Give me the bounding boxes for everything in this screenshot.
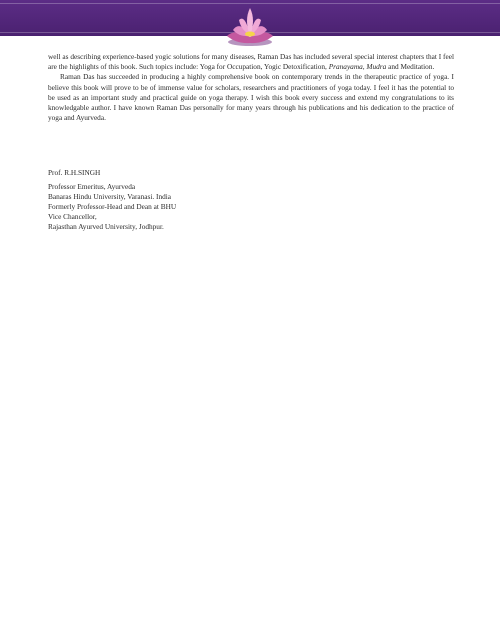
signatory-title-line: Formerly Professor-Head and Dean at BHU [48,202,177,211]
paragraph-1-italic: Pranayama, Mudra [328,62,387,72]
paragraph-2: Raman Das has succeeded in producing a highly comprehensive book on contemporary trends in the therapeutic practice of yoga. I believe this book will prove to be of immense value for scholars, researchers and practitioners of yoga today. I feel it has the potential to be used as an important study and practical guide on yoga therapy. I wish this book every success and extend my congratulations to its knowledgable author. I have known Raman Das personally for many years through his publications and his dedication to the practice of yoga and Ayurveda. [48,72,454,123]
signatory-name: Prof. R.H.SINGH [48,168,101,177]
signature-block [48,168,348,232]
paragraph-1-text-a: well as describing experience-based yogic solutions for many diseases, Raman Das has included several special interest chapters that I feel are the highlights of this book. Such topics include: Yoga for Occupation, Yogic Detoxification, [48,52,454,72]
paragraph-1 [48,52,454,72]
signatory-title-line: Vice Chancellor, [48,212,97,221]
lotus-flower-icon [221,6,279,48]
foreword-body [48,52,454,123]
signatory-title-line: Banaras Hindu University, Varanasi. India [48,192,172,201]
signatory-title-line: Rajasthan Ayurved University, Jodhpur. [48,222,164,231]
header-stripe-top [0,3,500,4]
paragraph-1-text-b: and Meditation. [386,62,435,72]
signatory-title-line: Professor Emeritus, Ayurveda [48,182,136,191]
